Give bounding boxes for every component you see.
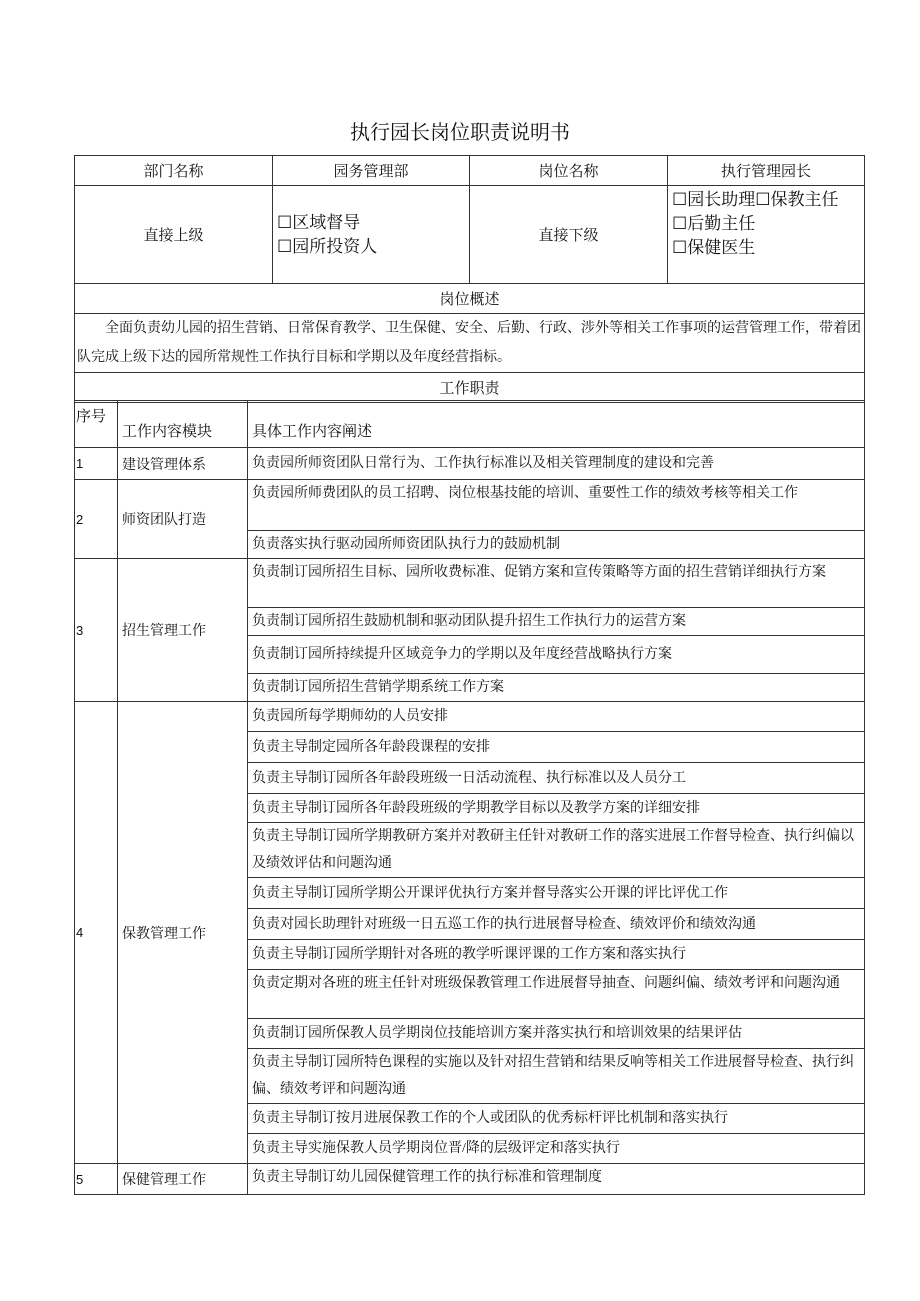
dept-label: 部门名称 [75, 156, 273, 186]
duty-item: 负责主导制订园所特色课程的实施以及针对招生营销和结果反响等相关工作进展督导检查、执行纠偏、绩效考评和问题沟通 [248, 1049, 865, 1104]
superior-label: 直接上级 [75, 186, 273, 284]
duty-item: 负责制订园所招生鼓励机制和驱动团队提升招生工作执行力的运营方案 [248, 608, 865, 636]
table-row [75, 480, 865, 531]
subordinate-item: ☐保健医生 [672, 238, 756, 257]
duty-item: 负责对园长助理针对班级一日五巡工作的执行进展督导检查、绩效评价和绩效沟通 [248, 909, 865, 940]
duty-item: 负责园所师资团队日常行为、工作执行标准以及相关管理制度的建设和完善 [248, 448, 865, 480]
duty-item: 负责制订园所持续提升区域竞争力的学期以及年度经营战略执行方案 [248, 636, 865, 674]
duty-item: 负责主导制订幼儿园保健管理工作的执行标准和管理制度 [248, 1164, 865, 1195]
overview-text: 全面负责幼儿园的招生营销、日常保育教学、卫生保健、安全、后勤、行政、涉外等相关工作事项的运营管理工作，带着团队完成上级下达的园所常规性工作执行目标和学期以及年度经营指标。 [75, 314, 865, 373]
row-module: 建设管理体系 [118, 448, 248, 480]
subordinate-label: 直接下级 [470, 186, 668, 284]
row-module: 招生管理工作 [118, 559, 248, 702]
table-row [75, 1164, 865, 1195]
duty-item: 负责主导制订园所各年龄段班级一日活动流程、执行标准以及人员分工 [248, 763, 865, 794]
row-number: 4 [75, 702, 118, 1164]
row-number: 2 [75, 480, 118, 559]
superior-item: ☐园所投资人 [277, 236, 378, 256]
duty-item: 负责主导实施保教人员学期岗位晋/降的层级评定和落实执行 [248, 1134, 865, 1164]
column-header-description: 具体工作内容阐述 [248, 401, 865, 448]
row-number: 5 [75, 1164, 118, 1195]
position-label: 岗位名称 [470, 156, 668, 186]
duty-item: 负责制订园所招生目标、园所收费标准、促销方案和宣传策略等方面的招生营销详细执行方案 [248, 559, 865, 608]
row-module: 保教管理工作 [118, 702, 248, 1164]
row-module: 师资团队打造 [118, 480, 248, 559]
overview-heading: 岗位概述 [75, 284, 865, 314]
subordinate-item: ☐后勤主任 [672, 214, 756, 233]
row-number: 3 [75, 559, 118, 702]
duty-item: 负责主导制订园所学期公开课评优执行方案并督导落实公开课的评比评优工作 [248, 878, 865, 909]
column-header-module: 工作内容模块 [118, 401, 248, 448]
duty-item: 负责主导制订园所学期针对各班的教学听课评课的工作方案和落实执行 [248, 940, 865, 970]
duty-item: 负责园所每学期师幼的人员安排 [248, 702, 865, 732]
column-header-no: 序号 [75, 401, 118, 448]
table-row [75, 448, 865, 480]
duty-item: 负责园所师费团队的员工招聘、岗位根基技能的培训、重要性工作的绩效考核等相关工作 [248, 480, 865, 531]
duty-item: 负责制订园所招生营销学期系统工作方案 [248, 674, 865, 702]
duty-item: 负责落实执行驱动园所师资团队执行力的鼓励机制 [248, 531, 865, 559]
duties-heading: 工作职责 [75, 373, 865, 403]
duty-item: 负责制订园所保教人员学期岗位技能培训方案并落实执行和培训效果的结果评估 [248, 1019, 865, 1049]
table-row [75, 702, 865, 732]
dept-value: 园务管理部 [273, 156, 470, 186]
position-value: 执行管理园长 [668, 156, 865, 186]
row-module: 保健管理工作 [118, 1164, 248, 1195]
row-number: 1 [75, 448, 118, 480]
info-table [74, 155, 865, 403]
duties-table [74, 400, 865, 1195]
superior-item: ☐区域督导 [277, 212, 361, 232]
duty-item: 负责定期对各班的班主任针对班级保教管理工作进展督导抽查、问题纠偏、绩效考评和问题沟通 [248, 970, 865, 1019]
duty-item: 负责主导制订按月进展保教工作的个人或团队的优秀标杆评比机制和落实执行 [248, 1104, 865, 1134]
superior-list [273, 186, 470, 284]
duty-item: 负责主导制订园所学期教研方案并对教研主任针对教研工作的落实进展工作督导检查、执行纠偏以及绩效评估和问题沟通 [248, 823, 865, 878]
subordinate-list [668, 186, 865, 284]
duty-item: 负责主导制订园所各年龄段班级的学期教学目标以及教学方案的详细安排 [248, 794, 865, 823]
duty-item: 负责主导制定园所各年龄段课程的安排 [248, 732, 865, 763]
table-row [75, 559, 865, 608]
document-title: 执行园长岗位职责说明书 [350, 122, 570, 144]
subordinate-item: ☐园长助理☐保教主任 [672, 190, 839, 209]
